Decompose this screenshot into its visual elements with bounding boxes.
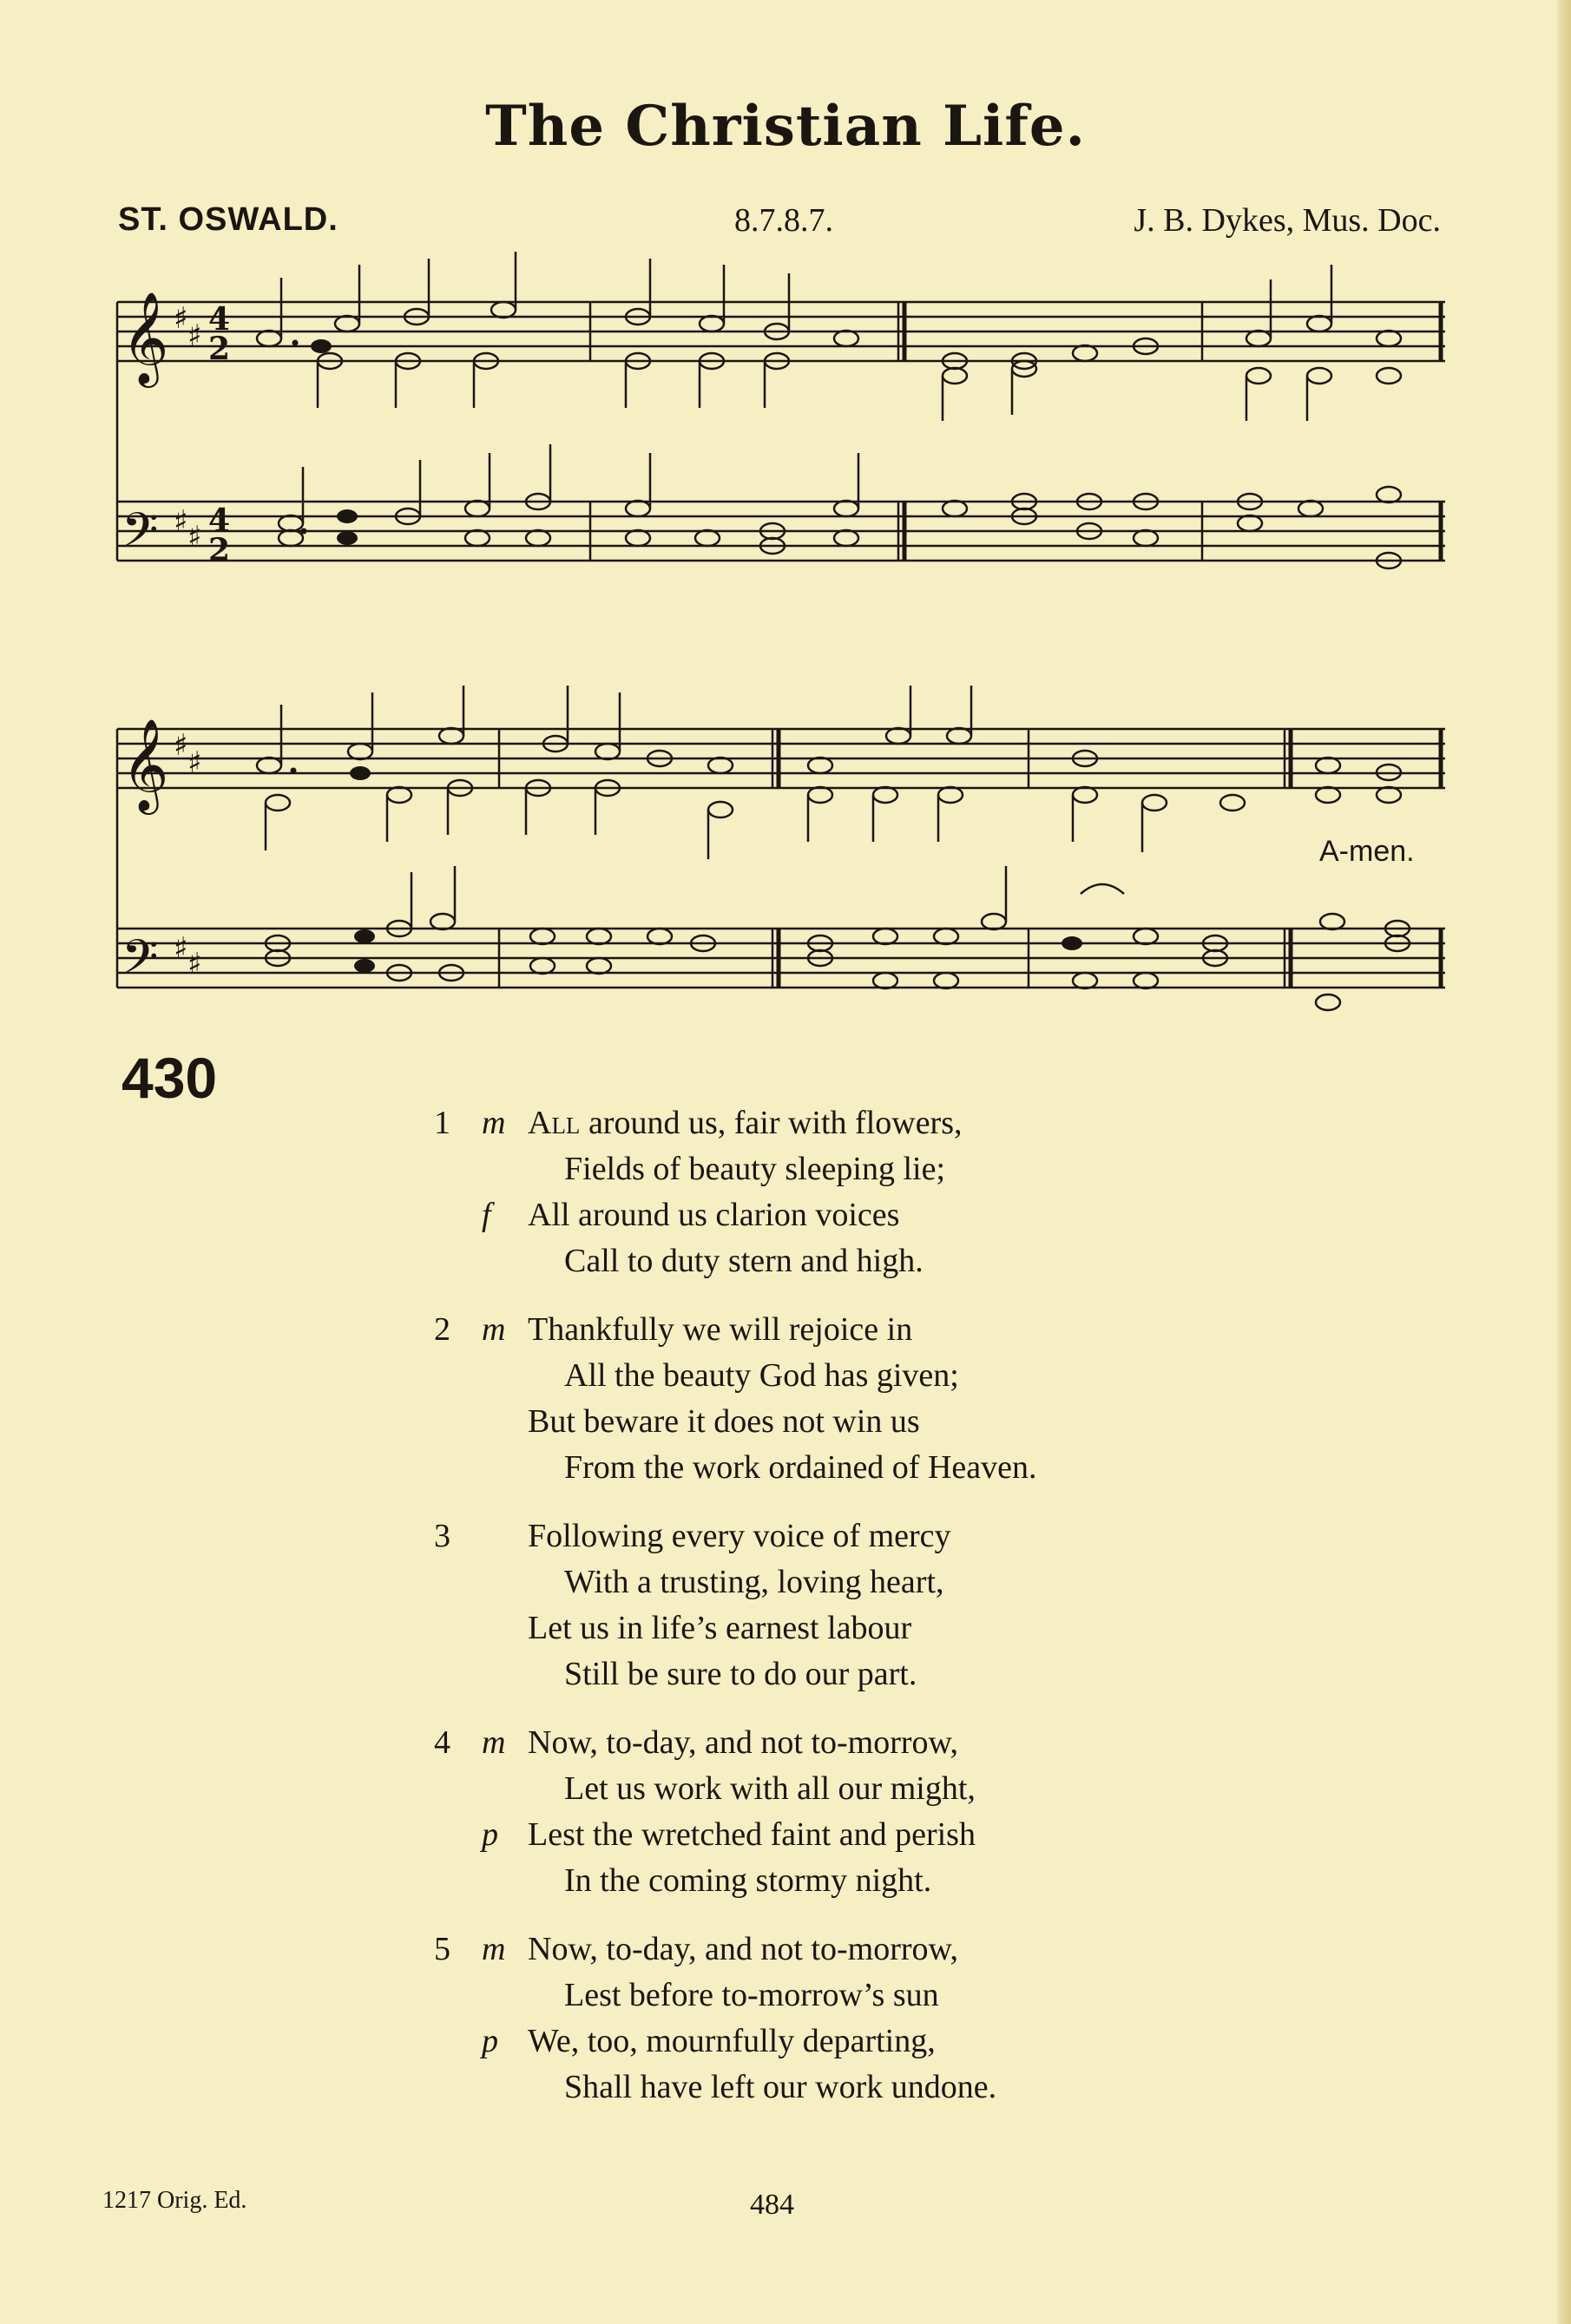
stanza-line <box>0 1353 1571 1399</box>
svg-text:♯: ♯ <box>174 728 188 763</box>
dynamic-mark: p <box>482 1816 498 1853</box>
line-text: But beware it does not win us <box>528 1403 920 1440</box>
line-text: With a trusting, loving heart, <box>564 1564 944 1600</box>
hymn-number: 430 <box>122 1046 218 1110</box>
line-text: Let us in life’s earnest labour <box>528 1610 912 1646</box>
line-text: Lest before to-morrow’s sun <box>564 1977 939 2013</box>
stanza-line <box>0 1513 1571 1559</box>
stanza-line <box>0 1973 1571 2019</box>
stanza-line <box>0 1812 1571 1858</box>
line-text: Fields of beauty sleeping lie; <box>564 1151 946 1187</box>
stanza-number: 4 <box>434 1724 450 1761</box>
bass-clef-icon: 𝄢 <box>122 502 159 569</box>
stanza-line <box>0 1766 1571 1812</box>
line-text: Now, to-day, and not to-morrow, <box>528 1931 959 1967</box>
stanza-5 <box>0 1927 1571 2111</box>
stanza-line <box>0 1605 1571 1651</box>
stanza-line <box>0 2065 1571 2111</box>
line-text: From the work ordained of Heaven. <box>564 1449 1037 1486</box>
stanza-line <box>0 1399 1571 1445</box>
stanza-number: 2 <box>434 1311 450 1348</box>
line-text: Thankfully we will rejoice in <box>528 1311 913 1348</box>
first-word: All <box>528 1105 581 1141</box>
svg-text:♯: ♯ <box>174 931 188 966</box>
stanza-2 <box>0 1307 1571 1491</box>
edition-note: 1217 Orig. Ed. <box>102 2187 247 2214</box>
dynamic-mark: f <box>482 1197 491 1233</box>
stanza-number: 1 <box>434 1105 450 1141</box>
stanza-4 <box>0 1720 1571 1904</box>
stanza-line <box>0 2019 1571 2065</box>
dynamic-mark: m <box>482 1724 506 1761</box>
line-text: All the beauty God has given; <box>564 1357 959 1394</box>
line-text: Shall have left our work undone. <box>564 2069 997 2105</box>
line-text: We, too, mournfully departing, <box>528 2023 936 2059</box>
composer: J. B. Dykes, Mus. Doc. <box>1134 202 1441 239</box>
stanza-3 <box>0 1513 1571 1697</box>
section-title: The Christian Life. <box>485 94 1086 159</box>
tune-name: ST. OSWALD. <box>118 201 339 238</box>
treble-clef-icon: 𝄞 <box>122 291 169 384</box>
staff-treble-2 <box>117 729 1445 788</box>
svg-text:2: 2 <box>208 532 231 568</box>
line-text: Let us work with all our might, <box>564 1770 976 1807</box>
stanza-line <box>0 1927 1571 1973</box>
stanza-line <box>0 1651 1571 1697</box>
stanza-line <box>0 1100 1571 1146</box>
filled-notes <box>291 339 1083 973</box>
amen-label: A-men. <box>1319 835 1415 868</box>
staff-bass-2 <box>117 929 1445 988</box>
stanza-line <box>0 1146 1571 1192</box>
svg-text:♯: ♯ <box>187 520 202 555</box>
stanza-number: 3 <box>434 1518 450 1554</box>
stanza-line <box>0 1238 1571 1284</box>
svg-text:♯: ♯ <box>187 947 202 981</box>
stanza-line <box>0 1307 1571 1353</box>
dynamic-mark: p <box>482 2023 498 2059</box>
stanza-list <box>0 1100 1571 2133</box>
line-text: Call to duty stern and high. <box>564 1243 924 1279</box>
line-text: Now, to-day, and not to-morrow, <box>528 1724 959 1761</box>
stanza-line <box>0 1192 1571 1238</box>
treble-clef-icon: 𝄞 <box>122 718 169 811</box>
stanza-number: 5 <box>434 1931 450 1967</box>
svg-text:♯: ♯ <box>187 318 202 353</box>
line-text: Following every voice of mercy <box>528 1518 951 1554</box>
music-score <box>0 0 1571 1041</box>
stanza-line <box>0 1858 1571 1904</box>
line-text: All around us clarion voices <box>528 1197 900 1233</box>
line-text: Lest the wretched faint and perish <box>528 1816 976 1853</box>
stanza-1 <box>0 1100 1571 1284</box>
svg-text:♯: ♯ <box>174 504 188 539</box>
stanza-line <box>0 1720 1571 1766</box>
notes <box>257 252 1410 1010</box>
line-text: In the coming stormy night. <box>564 1862 932 1899</box>
line-text: Still be sure to do our part. <box>564 1656 917 1692</box>
svg-text:2: 2 <box>208 331 231 367</box>
svg-text:4: 4 <box>208 502 231 539</box>
dynamic-mark: m <box>482 1105 506 1141</box>
stanza-line <box>0 1559 1571 1605</box>
sharp-icon: ♯ <box>174 301 188 336</box>
stanza-line <box>0 1445 1571 1491</box>
bass-clef-icon: 𝄢 <box>122 929 159 996</box>
dynamic-mark: m <box>482 1931 506 1967</box>
page-number: 484 <box>750 2189 794 2221</box>
line-text: All around us, fair with flowers, <box>528 1105 963 1141</box>
meter: 8.7.8.7. <box>734 202 833 239</box>
time-signature: 4 <box>208 301 231 338</box>
dynamic-mark: m <box>482 1311 506 1348</box>
svg-text:♯: ♯ <box>187 745 202 780</box>
